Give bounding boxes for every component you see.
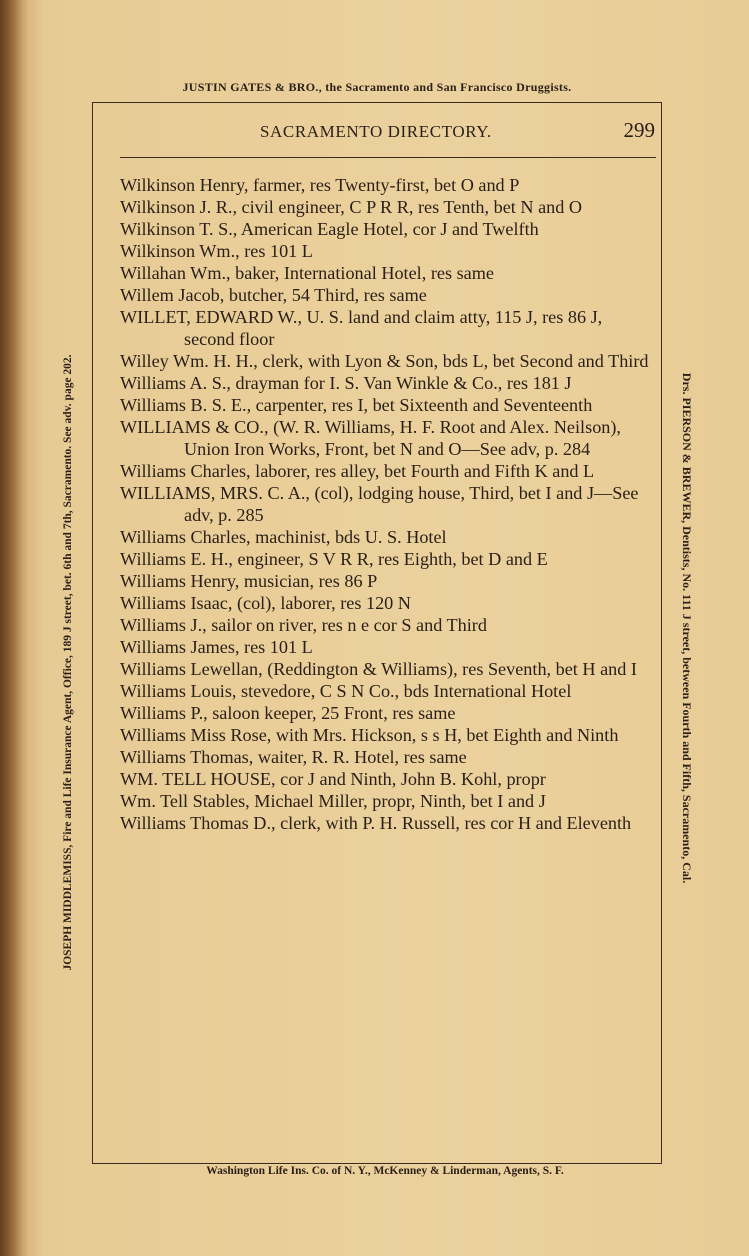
directory-entry: Williams Charles, machinist, bds U. S. Hotel [120, 527, 447, 547]
frame-left-rule [92, 102, 93, 1164]
page-header [120, 118, 660, 148]
top-advertisement-banner: JUSTIN GATES & BRO., the Sacramento and San Francisco Druggists. [182, 80, 572, 94]
right-margin-advertisement: Drs. PIERSON & BREWER, Dentists, No. 111 J street, between Fourth and Fifth, Sacramento, Cal. [680, 372, 694, 884]
directory-entry: Williams J., sailor on river, res n e cor S and Third [120, 615, 487, 635]
directory-entry: Williams Miss Rose, with Mrs. Hickson, s s H, bet Eighth and Ninth [120, 725, 619, 745]
directory-entry: Williams James, res 101 L [120, 637, 313, 657]
page-number: 299 [623, 118, 655, 142]
directory-entry: Williams A. S., drayman for I. S. Van Winkle & Co., res 181 J [120, 373, 572, 393]
directory-entry: Williams Charles, laborer, res alley, bet Fourth and Fifth K and L [120, 461, 595, 481]
directory-entry: Williams B. S. E., carpenter, res I, bet Sixteenth and Seventeenth [120, 395, 593, 415]
directory-entry: Wilkinson J. R., civil engineer, C P R R, res Tenth, bet N and O [120, 197, 583, 217]
directory-entry: Willahan Wm., baker, International Hotel, res same [120, 263, 494, 283]
directory-entry: Williams Henry, musician, res 86 P [120, 571, 378, 591]
directory-entry: WILLET, EDWARD W., U. S. land and claim atty, 115 J, res 86 J, second floor [120, 307, 603, 349]
binding-shadow [0, 0, 28, 1256]
directory-entry: Williams Louis, stevedore, C S N Co., bds International Hotel [120, 681, 572, 701]
directory-entry: Williams E. H., engineer, S V R R, res Eighth, bet D and E [120, 549, 548, 569]
directory-entry: Wilkinson T. S., American Eagle Hotel, cor J and Twelfth [120, 219, 539, 239]
directory-entry: Williams P., saloon keeper, 25 Front, res same [120, 703, 456, 723]
bottom-advertisement-banner: Washington Life Ins. Co. of N. Y., McKenney & Linderman, Agents, S. F. [206, 1165, 564, 1177]
directory-entry: WM. TELL HOUSE, cor J and Ninth, John B. Kohl, propr [120, 769, 546, 789]
directory-entry: WILLIAMS, MRS. C. A., (col), lodging house, Third, bet I and J—See adv, p. 285 [120, 483, 639, 525]
frame-top-rule [92, 102, 662, 103]
frame-right-rule [661, 102, 662, 1164]
directory-entry: Williams Thomas, waiter, R. R. Hotel, res same [120, 747, 467, 767]
directory-entry: Wilkinson Wm., res 101 L [120, 241, 313, 261]
directory-entry: Williams Isaac, (col), laborer, res 120 N [120, 593, 411, 613]
directory-entry: Wilkinson Henry, farmer, res Twenty-first, bet O and P [120, 175, 520, 195]
directory-entry: Willey Wm. H. H., clerk, with Lyon & Son, bds L, bet Second and Third [120, 351, 649, 371]
directory-entry: Wm. Tell Stables, Michael Miller, propr, Ninth, bet I and J [120, 791, 546, 811]
frame-bottom-rule [92, 1163, 662, 1164]
directory-entry: Williams Lewellan, (Reddington & Williams), res Seventh, bet H and I [120, 659, 637, 679]
left-margin-advertisement: JOSEPH MIDDLEMISS, Fire and Life Insurance Agent, Office, 189 J street, bet. 6th and 7th, Sacramento. See adv. page 202. [62, 354, 74, 971]
header-rule [120, 157, 656, 158]
directory-entry: Williams Thomas D., clerk, with P. H. Russell, res cor H and Eleventh [120, 813, 632, 833]
directory-entries [120, 174, 650, 834]
directory-entry: Willem Jacob, butcher, 54 Third, res same [120, 285, 427, 305]
running-title: SACRAMENTO DIRECTORY. [260, 122, 492, 141]
directory-entry: WILLIAMS & CO., (W. R. Williams, H. F. Root and Alex. Neilson), Union Iron Works, Front, bet N and O—See adv, p. 284 [120, 417, 621, 459]
